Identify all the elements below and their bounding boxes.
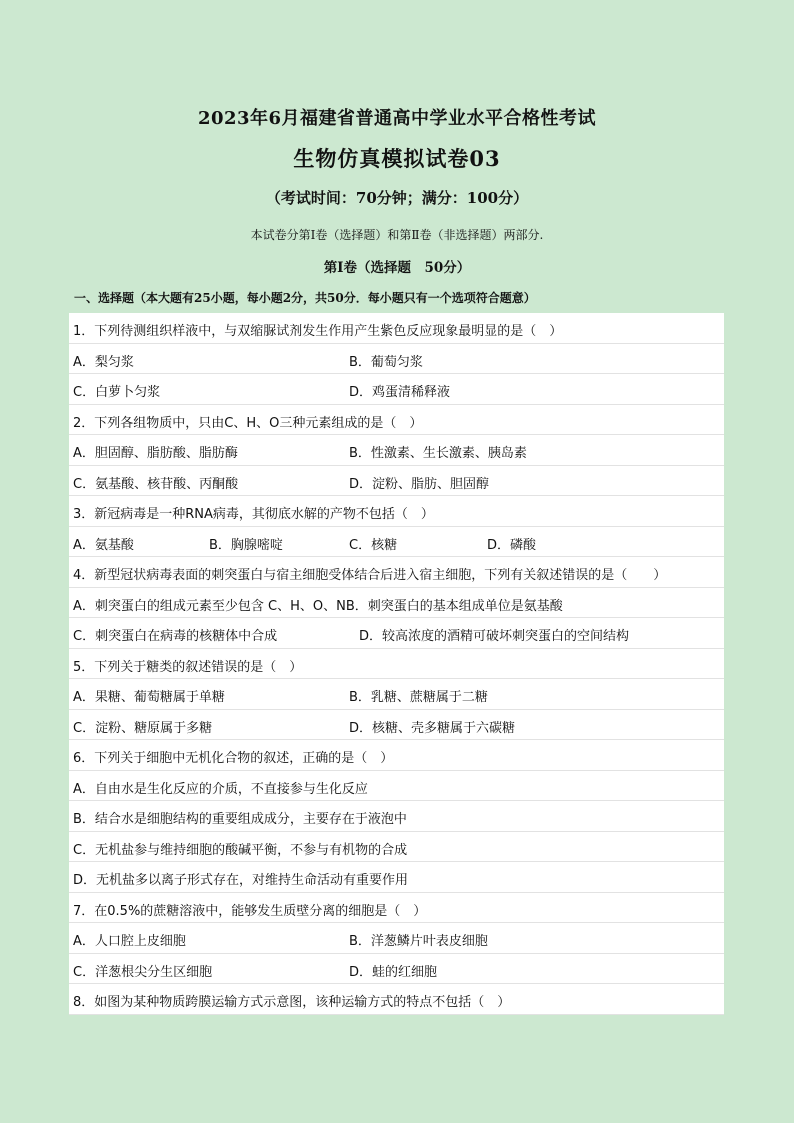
exam-time-score: （考试时间：70分钟；满分：100分） (265, 189, 529, 207)
option-d: D．鸡蛋清稀释液 (349, 385, 451, 400)
option-row (69, 771, 724, 802)
option-row (69, 923, 724, 954)
question-stem (69, 313, 724, 344)
option-c: C．氨基酸、核苷酸、丙酮酸 (73, 476, 239, 492)
option-c: C．淀粉、糖原属于多糖 (73, 720, 213, 736)
question-stem (69, 405, 724, 436)
option-a: A．人口腔上皮细胞 (73, 934, 186, 949)
option-a: A．氨基酸 (73, 537, 134, 553)
section-title: 一、选择题（本大题有25小题，每小题2分，共50分．每小题只有一个选项符合题意） (74, 291, 536, 305)
option-d: D．淀粉、脂肪、胆固醇 (349, 476, 490, 492)
question-text: 1．下列待测组织样液中，与双缩脲试剂发生作用产生紫色反应现象最明显的是（ ） (73, 324, 563, 339)
exam-subtitle: 生物仿真模拟试卷03 (293, 146, 501, 171)
question-stem (69, 893, 724, 924)
option-row (69, 466, 724, 497)
exam-intro: 本试卷分第Ⅰ卷（选择题）和第Ⅱ卷（非选择题）两部分. (250, 228, 544, 242)
option-b: B．葡萄匀浆 (349, 354, 423, 370)
option-c: C．核糖 (349, 537, 398, 553)
question-text: 5．下列关于糖类的叙述错误的是（ ） (73, 659, 303, 675)
question-stem (69, 496, 724, 527)
option-b: B．乳糖、蔗糖属于二糖 (349, 690, 488, 705)
option-b: B．性激素、生长激素、胰岛素 (349, 446, 527, 461)
part-one-title: 第Ⅰ卷（选择题 50分） (323, 260, 471, 276)
question-text: 8．如图为某种物质跨膜运输方式示意图，该种运输方式的特点不包括（ ） (73, 995, 511, 1010)
option-row (69, 832, 724, 863)
option-row (69, 679, 724, 710)
question-stem (69, 557, 724, 588)
question-text: 7．在0.5%的蔗糖溶液中，能够发生质壁分离的细胞是（ ） (73, 903, 427, 919)
option-c: C．刺突蛋白在病毒的核糖体中合成 (73, 629, 278, 644)
option-row (69, 710, 724, 741)
option-d: D．磷酸 (487, 537, 537, 553)
option-c: C．洋葱根尖分生区细胞 (73, 964, 213, 980)
option-row (69, 862, 724, 893)
question-stem (69, 740, 724, 771)
option-b: B．胸腺嘧啶 (209, 537, 283, 553)
option-row (69, 435, 724, 466)
question-text: 4．新型冠状病毒表面的刺突蛋白与宿主细胞受体结合后进入宿主细胞，下列有关叙述错误的是（ ） (73, 568, 667, 583)
question-stem (69, 649, 724, 680)
option-d: D．蛙的红细胞 (349, 964, 438, 980)
question-text: 6．下列关于细胞中无机化合物的叙述，正确的是（ ） (73, 751, 394, 766)
question-stem (69, 984, 724, 1015)
option-b: B．结合水是细胞结构的重要组成成分，主要存在于液泡中 (73, 812, 407, 827)
option-row (69, 344, 724, 375)
option-a: A．梨匀浆 (73, 354, 134, 370)
question-text: 3．新冠病毒是一种RNA病毒，其彻底水解的产物不包括（ ） (73, 507, 434, 522)
option-c: C．白萝卜匀浆 (73, 385, 161, 400)
option-a-b: A．刺突蛋白的组成元素至少包含 C、H、O、NB．刺突蛋白的基本组成单位是氨基酸 (73, 598, 563, 614)
option-row (69, 954, 724, 985)
option-a: A．胆固醇、脂肪酸、脂肪酶 (73, 446, 238, 461)
option-row (69, 527, 724, 558)
option-d: D．较高浓度的酒精可破坏刺突蛋白的空间结构 (359, 629, 630, 644)
exam-title: 2023年6月福建省普通高中学业水平合格性考试 (197, 108, 597, 129)
option-d: D．核糖、壳多糖属于六碳糖 (349, 720, 516, 736)
question-list (69, 313, 724, 1015)
option-row (69, 618, 724, 649)
option-row (69, 801, 724, 832)
option-c: C．无机盐参与维持细胞的酸碱平衡，不参与有机物的合成 (73, 842, 408, 858)
option-a: A．果糖、葡萄糖属于单糖 (73, 690, 225, 705)
option-row (69, 374, 724, 405)
option-b: B．洋葱鳞片叶表皮细胞 (349, 934, 488, 949)
option-d: D．无机盐多以离子形式存在，对维持生命活动有重要作用 (73, 873, 409, 888)
option-row (69, 588, 724, 619)
question-text: 2．下列各组物质中，只由C、H、O三种元素组成的是（ ） (73, 415, 423, 431)
option-a: A．自由水是生化反应的介质，不直接参与生化反应 (73, 781, 368, 797)
